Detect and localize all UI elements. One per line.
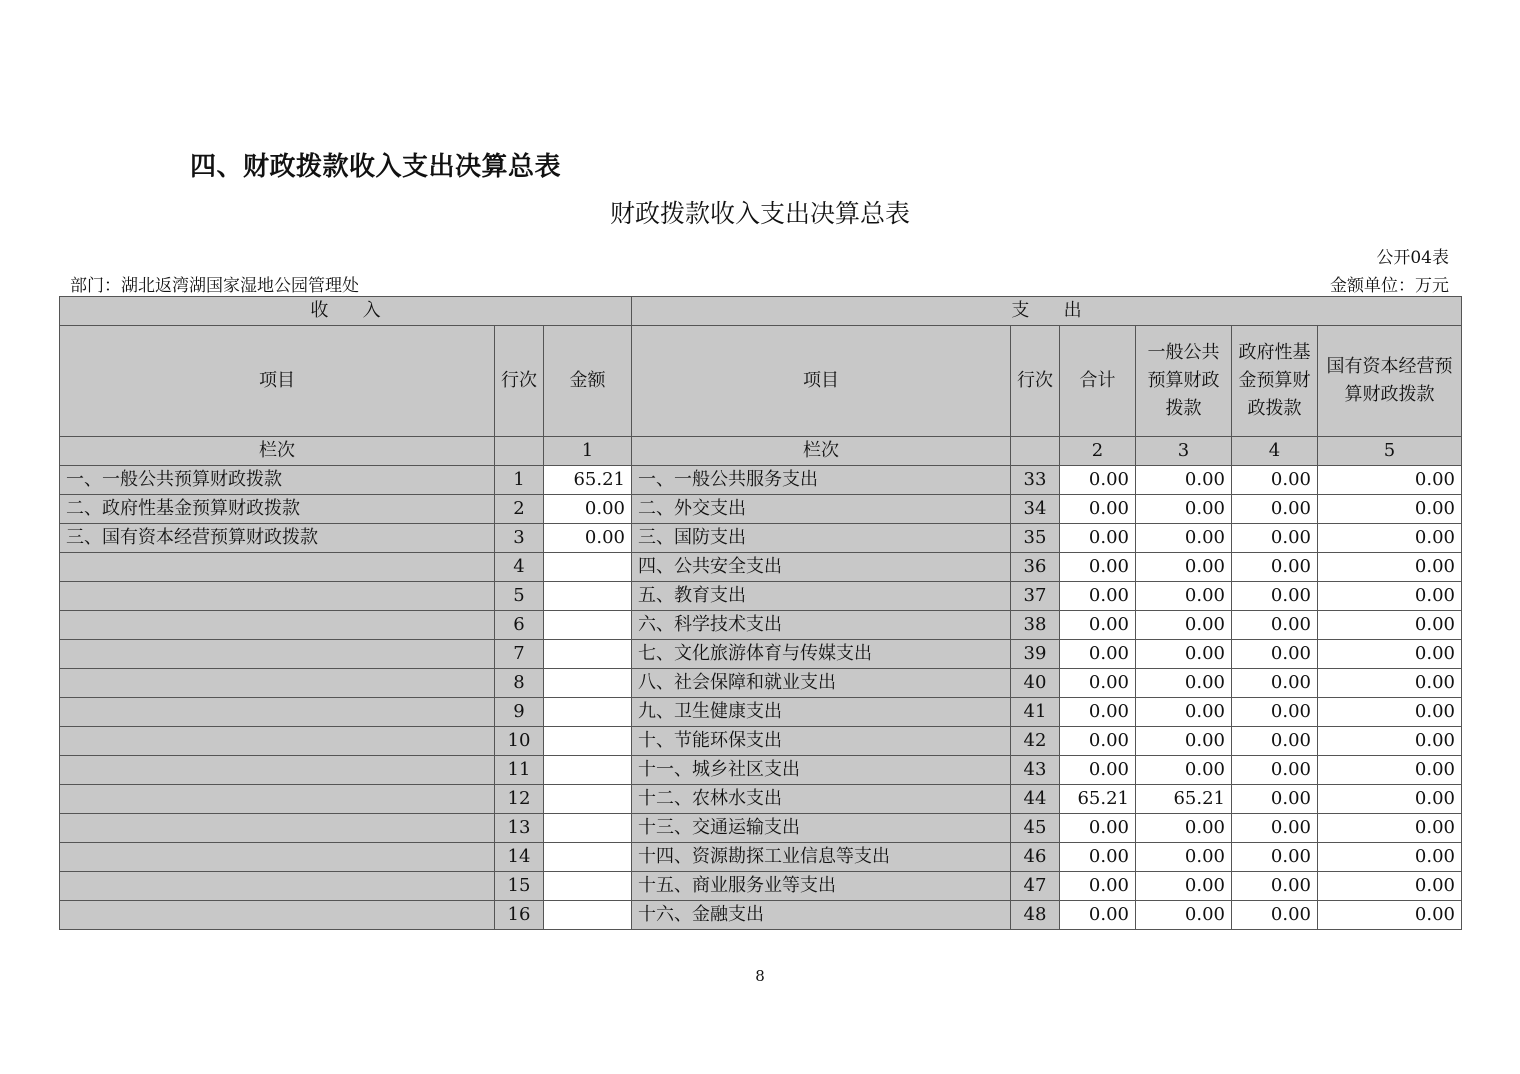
expense-row-no-cell: 38 <box>1011 611 1060 640</box>
state-capital-budget-cell: 0.00 <box>1318 698 1462 727</box>
income-item-cell <box>60 698 495 727</box>
expense-row-no-cell: 47 <box>1011 872 1060 901</box>
expense-row-no-cell: 46 <box>1011 843 1060 872</box>
table-row <box>60 785 1462 814</box>
page-heading: 四、财政拨款收入支出决算总表 <box>190 152 562 182</box>
general-budget-header: 一般公共预算财政拨款 <box>1136 326 1232 437</box>
state-capital-budget-cell: 0.00 <box>1318 785 1462 814</box>
income-amount-cell <box>544 872 632 901</box>
general-budget-cell: 0.00 <box>1136 727 1232 756</box>
table-title: 财政拨款收入支出决算总表 <box>609 199 910 228</box>
general-budget-cell: 0.00 <box>1136 611 1232 640</box>
general-budget-cell: 0.00 <box>1136 640 1232 669</box>
page-number: 8 <box>755 967 765 985</box>
table-row <box>60 872 1462 901</box>
total-cell: 0.00 <box>1060 466 1136 495</box>
expense-row-no-cell: 40 <box>1011 669 1060 698</box>
income-item-cell <box>60 901 495 930</box>
table-row <box>60 727 1462 756</box>
total-cell: 0.00 <box>1060 901 1136 930</box>
total-cell: 0.00 <box>1060 611 1136 640</box>
section-header-row <box>60 297 1462 326</box>
expense-item-cell: 十六、金融支出 <box>632 901 1011 930</box>
general-budget-cell: 0.00 <box>1136 495 1232 524</box>
fund-budget-cell: 0.00 <box>1232 785 1318 814</box>
total-cell: 0.00 <box>1060 640 1136 669</box>
fund-budget-cell: 0.00 <box>1232 814 1318 843</box>
expense-item-cell: 十三、交通运输支出 <box>632 814 1011 843</box>
income-item-cell <box>60 843 495 872</box>
income-index-label: 栏次 <box>60 437 495 466</box>
state-capital-budget-cell: 0.00 <box>1318 814 1462 843</box>
income-item-header: 项目 <box>60 326 495 437</box>
income-amount-cell <box>544 611 632 640</box>
total-cell: 0.00 <box>1060 582 1136 611</box>
income-row-no-cell: 16 <box>495 901 544 930</box>
expense-item-cell: 一、一般公共服务支出 <box>632 466 1011 495</box>
expense-row-no-header: 行次 <box>1011 326 1060 437</box>
expense-item-cell: 五、教育支出 <box>632 582 1011 611</box>
total-index: 2 <box>1060 437 1136 466</box>
income-row-no-cell: 5 <box>495 582 544 611</box>
income-row-no-cell: 9 <box>495 698 544 727</box>
income-row-no-cell: 8 <box>495 669 544 698</box>
table-row <box>60 524 1462 553</box>
total-cell: 0.00 <box>1060 756 1136 785</box>
expense-row-index <box>1011 437 1060 466</box>
state-capital-budget-cell: 0.00 <box>1318 669 1462 698</box>
fund-budget-cell: 0.00 <box>1232 669 1318 698</box>
fund-budget-cell: 0.00 <box>1232 843 1318 872</box>
expense-row-no-cell: 37 <box>1011 582 1060 611</box>
state-capital-index: 5 <box>1318 437 1462 466</box>
expense-row-no-cell: 43 <box>1011 756 1060 785</box>
expense-row-no-cell: 39 <box>1011 640 1060 669</box>
income-row-index <box>495 437 544 466</box>
fiscal-appropriation-table <box>59 296 1462 930</box>
income-item-cell: 三、国有资本经营预算财政拨款 <box>60 524 495 553</box>
expense-item-cell: 十一、城乡社区支出 <box>632 756 1011 785</box>
total-cell: 0.00 <box>1060 814 1136 843</box>
expense-item-cell: 四、公共安全支出 <box>632 553 1011 582</box>
expense-item-cell: 十、节能环保支出 <box>632 727 1011 756</box>
general-budget-cell: 0.00 <box>1136 524 1232 553</box>
income-item-cell <box>60 582 495 611</box>
income-item-cell <box>60 727 495 756</box>
fund-budget-cell: 0.00 <box>1232 640 1318 669</box>
income-item-cell <box>60 669 495 698</box>
income-row-no-cell: 12 <box>495 785 544 814</box>
expense-item-cell: 七、文化旅游体育与传媒支出 <box>632 640 1011 669</box>
fund-budget-cell: 0.00 <box>1232 727 1318 756</box>
expense-item-cell: 十二、农林水支出 <box>632 785 1011 814</box>
income-row-no-cell: 14 <box>495 843 544 872</box>
expense-index-label: 栏次 <box>632 437 1011 466</box>
table-row <box>60 553 1462 582</box>
income-amount-index: 1 <box>544 437 632 466</box>
income-item-cell <box>60 872 495 901</box>
general-budget-cell: 0.00 <box>1136 582 1232 611</box>
income-row-no-cell: 15 <box>495 872 544 901</box>
general-budget-cell: 0.00 <box>1136 814 1232 843</box>
fund-budget-cell: 0.00 <box>1232 582 1318 611</box>
income-amount-cell: 0.00 <box>544 495 632 524</box>
table-row <box>60 582 1462 611</box>
state-capital-budget-cell: 0.00 <box>1318 901 1462 930</box>
income-item-cell <box>60 640 495 669</box>
income-amount-cell <box>544 698 632 727</box>
total-cell: 0.00 <box>1060 669 1136 698</box>
expense-item-cell: 三、国防支出 <box>632 524 1011 553</box>
income-amount-cell <box>544 640 632 669</box>
table-row <box>60 814 1462 843</box>
total-cell: 0.00 <box>1060 495 1136 524</box>
table-row <box>60 756 1462 785</box>
state-capital-budget-header: 国有资本经营预算财政拨款 <box>1318 326 1462 437</box>
fund-budget-cell: 0.00 <box>1232 872 1318 901</box>
expense-item-cell: 九、卫生健康支出 <box>632 698 1011 727</box>
income-row-no-cell: 2 <box>495 495 544 524</box>
income-item-cell: 二、政府性基金预算财政拨款 <box>60 495 495 524</box>
income-amount-cell <box>544 756 632 785</box>
form-code: 公开04表 <box>1376 248 1449 268</box>
total-cell: 0.00 <box>1060 843 1136 872</box>
income-amount-cell: 65.21 <box>544 466 632 495</box>
total-header: 合计 <box>1060 326 1136 437</box>
income-amount-cell <box>544 901 632 930</box>
income-item-cell <box>60 611 495 640</box>
table-row <box>60 495 1462 524</box>
income-item-cell <box>60 553 495 582</box>
income-item-cell <box>60 785 495 814</box>
expense-item-cell: 十五、商业服务业等支出 <box>632 872 1011 901</box>
income-row-no-cell: 7 <box>495 640 544 669</box>
expense-row-no-cell: 35 <box>1011 524 1060 553</box>
expense-item-cell: 八、社会保障和就业支出 <box>632 669 1011 698</box>
amount-unit-label: 金额单位：万元 <box>1330 276 1449 296</box>
state-capital-budget-cell: 0.00 <box>1318 611 1462 640</box>
table-row <box>60 611 1462 640</box>
income-item-cell: 一、一般公共预算财政拨款 <box>60 466 495 495</box>
income-amount-cell <box>544 669 632 698</box>
state-capital-budget-cell: 0.00 <box>1318 727 1462 756</box>
income-section-header: 收 入 <box>60 297 632 326</box>
income-amount-cell: 0.00 <box>544 524 632 553</box>
state-capital-budget-cell: 0.00 <box>1318 843 1462 872</box>
total-cell: 0.00 <box>1060 524 1136 553</box>
state-capital-budget-cell: 0.00 <box>1318 756 1462 785</box>
fund-budget-cell: 0.00 <box>1232 611 1318 640</box>
expense-section-header: 支 出 <box>632 297 1462 326</box>
income-item-cell <box>60 814 495 843</box>
total-cell: 0.00 <box>1060 727 1136 756</box>
general-budget-cell: 65.21 <box>1136 785 1232 814</box>
general-budget-cell: 0.00 <box>1136 553 1232 582</box>
department-label: 部门：湖北返湾湖国家湿地公园管理处 <box>70 276 359 296</box>
expense-row-no-cell: 36 <box>1011 553 1060 582</box>
table-row <box>60 466 1462 495</box>
income-row-no-cell: 11 <box>495 756 544 785</box>
income-item-cell <box>60 756 495 785</box>
expense-item-header: 项目 <box>632 326 1011 437</box>
fund-budget-cell: 0.00 <box>1232 698 1318 727</box>
expense-item-cell: 六、科学技术支出 <box>632 611 1011 640</box>
expense-row-no-cell: 44 <box>1011 785 1060 814</box>
general-budget-cell: 0.00 <box>1136 756 1232 785</box>
column-header-row <box>60 326 1462 437</box>
state-capital-budget-cell: 0.00 <box>1318 524 1462 553</box>
expense-row-no-cell: 33 <box>1011 466 1060 495</box>
total-cell: 0.00 <box>1060 872 1136 901</box>
fund-budget-cell: 0.00 <box>1232 901 1318 930</box>
general-index: 3 <box>1136 437 1232 466</box>
expense-row-no-cell: 34 <box>1011 495 1060 524</box>
state-capital-budget-cell: 0.00 <box>1318 466 1462 495</box>
income-amount-cell <box>544 785 632 814</box>
total-cell: 0.00 <box>1060 698 1136 727</box>
total-cell: 65.21 <box>1060 785 1136 814</box>
total-cell: 0.00 <box>1060 553 1136 582</box>
general-budget-cell: 0.00 <box>1136 698 1232 727</box>
income-row-no-cell: 13 <box>495 814 544 843</box>
income-row-no-cell: 1 <box>495 466 544 495</box>
fund-index: 4 <box>1232 437 1318 466</box>
fund-budget-cell: 0.00 <box>1232 524 1318 553</box>
general-budget-cell: 0.00 <box>1136 466 1232 495</box>
expense-row-no-cell: 41 <box>1011 698 1060 727</box>
state-capital-budget-cell: 0.00 <box>1318 553 1462 582</box>
general-budget-cell: 0.00 <box>1136 669 1232 698</box>
fund-budget-header: 政府性基金预算财政拨款 <box>1232 326 1318 437</box>
fund-budget-cell: 0.00 <box>1232 466 1318 495</box>
income-amount-cell <box>544 727 632 756</box>
state-capital-budget-cell: 0.00 <box>1318 872 1462 901</box>
fund-budget-cell: 0.00 <box>1232 756 1318 785</box>
expense-item-cell: 十四、资源勘探工业信息等支出 <box>632 843 1011 872</box>
expense-item-cell: 二、外交支出 <box>632 495 1011 524</box>
expense-row-no-cell: 48 <box>1011 901 1060 930</box>
table-row <box>60 901 1462 930</box>
table-row <box>60 640 1462 669</box>
column-index-row <box>60 437 1462 466</box>
table-row <box>60 698 1462 727</box>
income-row-no-header: 行次 <box>495 326 544 437</box>
fund-budget-cell: 0.00 <box>1232 553 1318 582</box>
fund-budget-cell: 0.00 <box>1232 495 1318 524</box>
income-amount-header: 金额 <box>544 326 632 437</box>
general-budget-cell: 0.00 <box>1136 872 1232 901</box>
table-row <box>60 843 1462 872</box>
income-amount-cell <box>544 582 632 611</box>
income-row-no-cell: 3 <box>495 524 544 553</box>
income-row-no-cell: 6 <box>495 611 544 640</box>
general-budget-cell: 0.00 <box>1136 843 1232 872</box>
income-row-no-cell: 4 <box>495 553 544 582</box>
expense-row-no-cell: 45 <box>1011 814 1060 843</box>
income-amount-cell <box>544 814 632 843</box>
general-budget-cell: 0.00 <box>1136 901 1232 930</box>
expense-row-no-cell: 42 <box>1011 727 1060 756</box>
state-capital-budget-cell: 0.00 <box>1318 495 1462 524</box>
table-row <box>60 669 1462 698</box>
income-amount-cell <box>544 843 632 872</box>
state-capital-budget-cell: 0.00 <box>1318 640 1462 669</box>
income-row-no-cell: 10 <box>495 727 544 756</box>
income-amount-cell <box>544 553 632 582</box>
state-capital-budget-cell: 0.00 <box>1318 582 1462 611</box>
